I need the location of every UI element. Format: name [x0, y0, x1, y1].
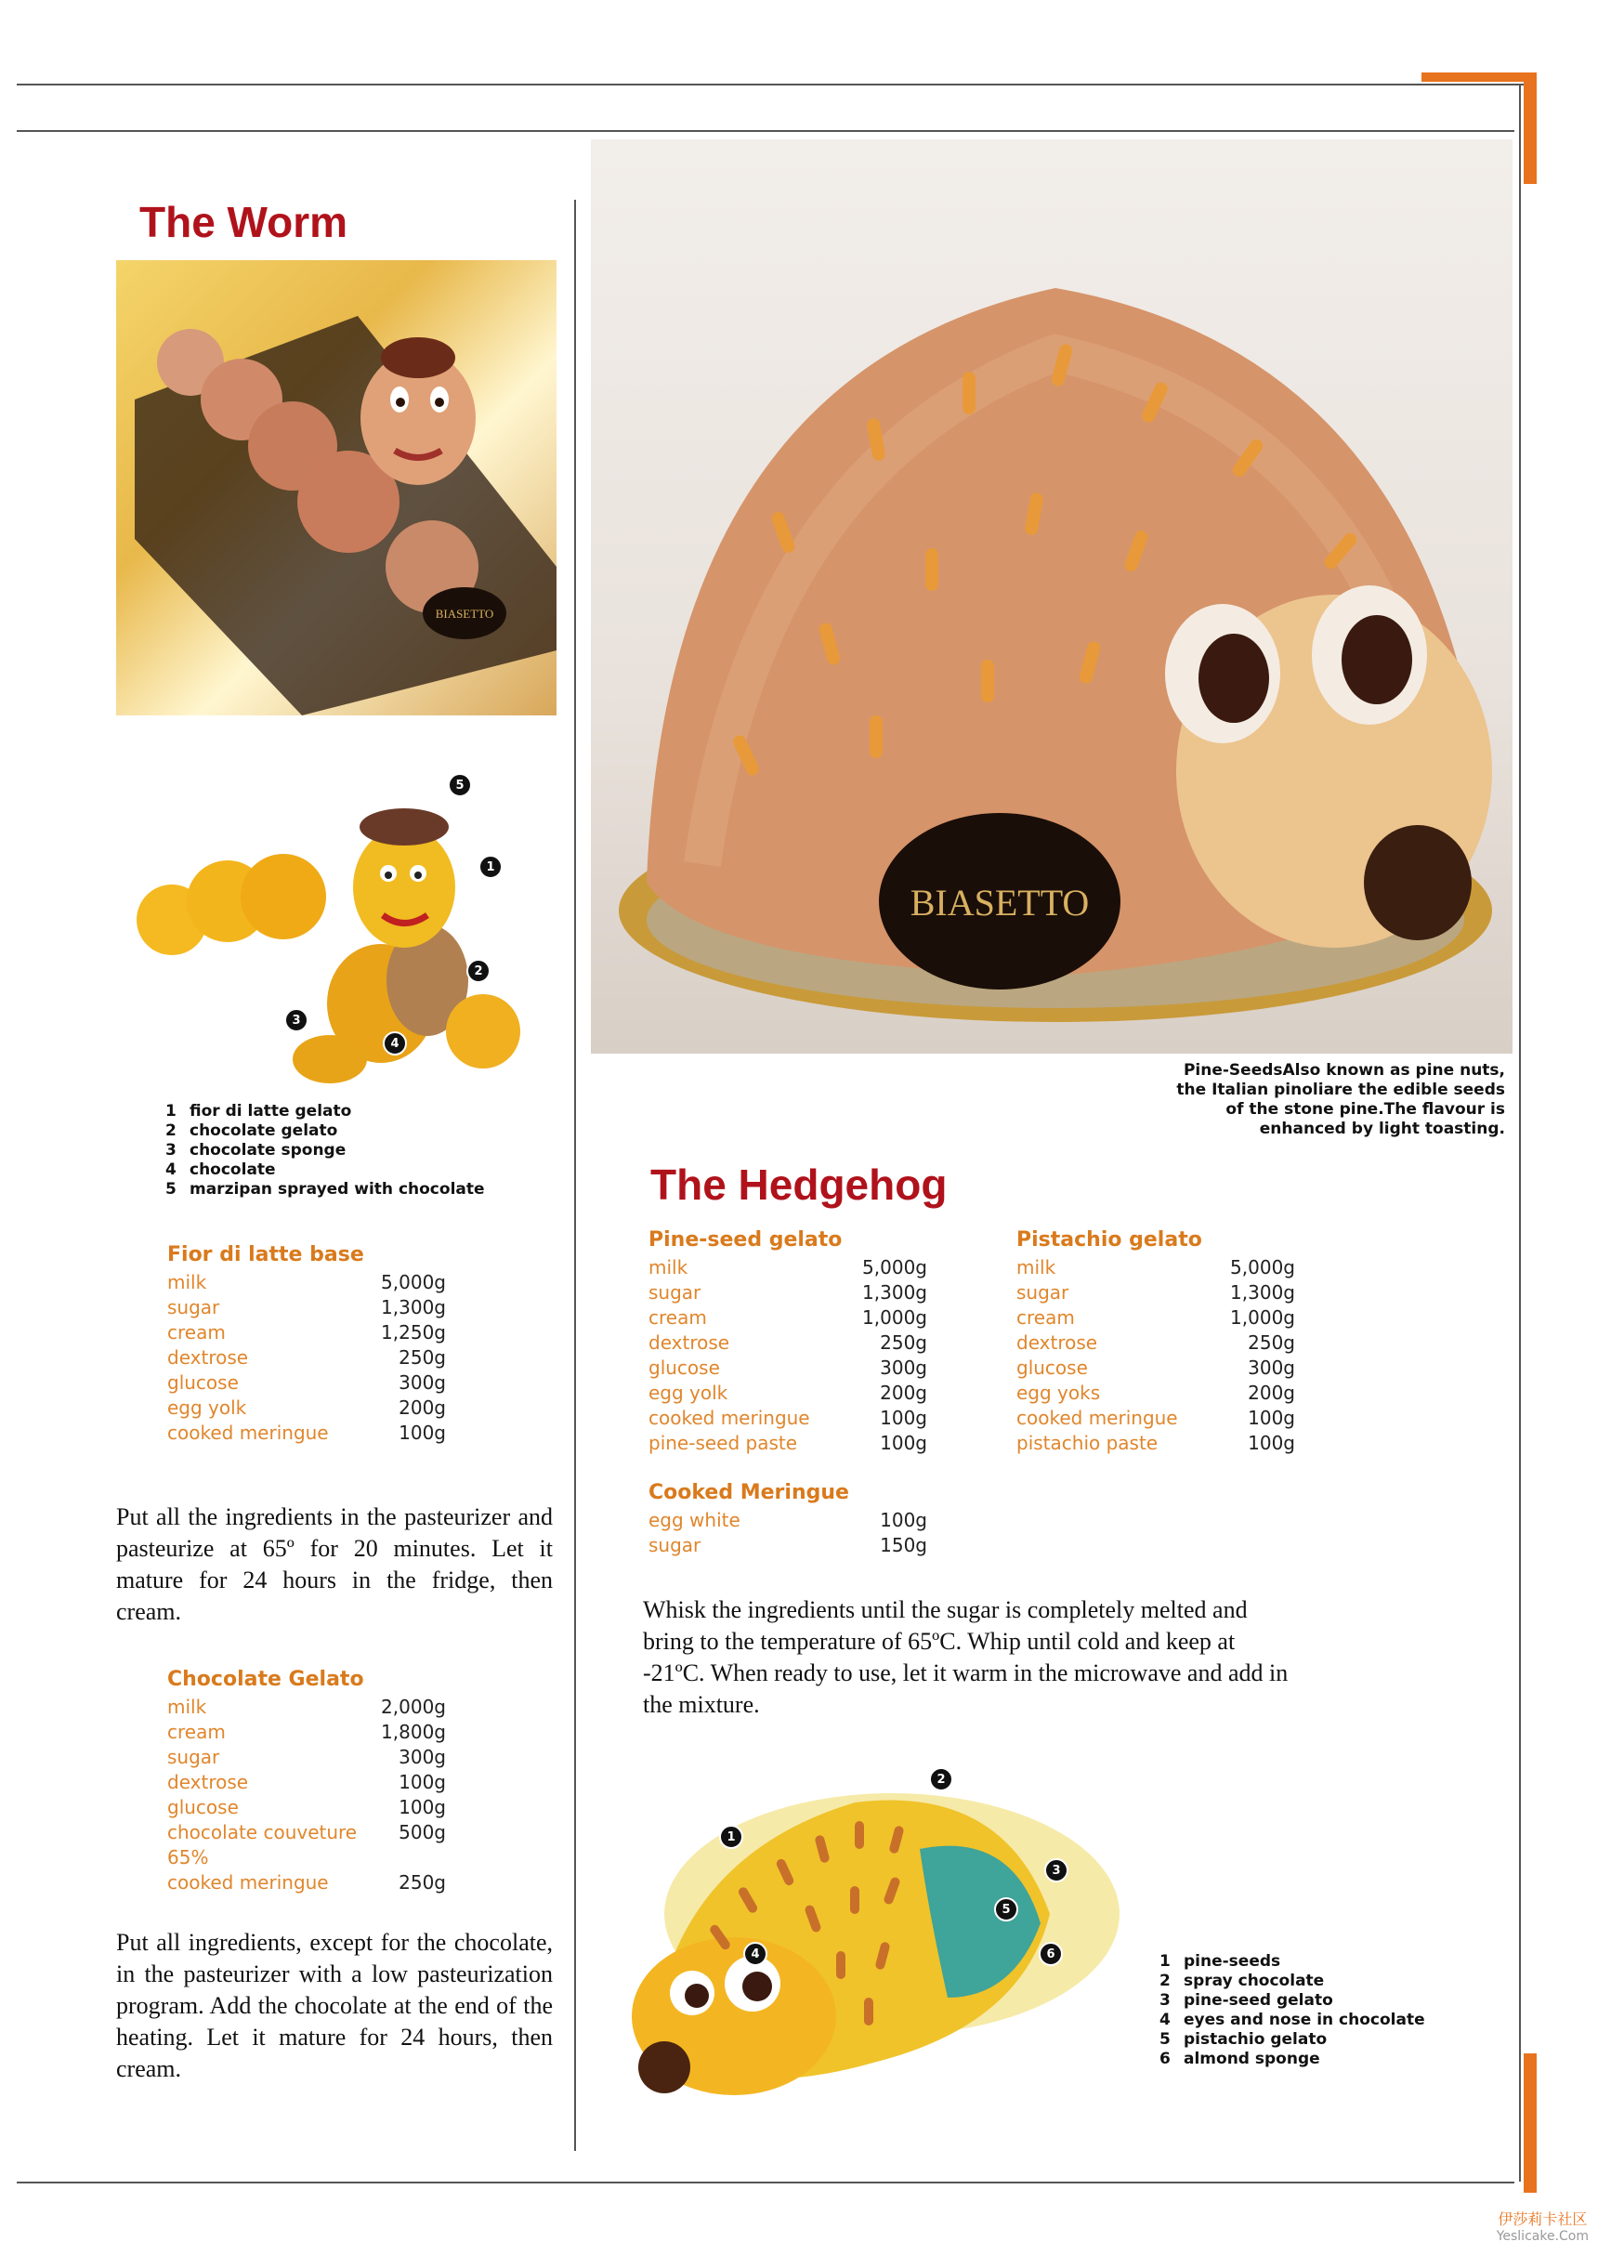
legend-item: 2 chocolate gelato — [165, 1121, 338, 1140]
hedgehog-badge-2: 2 — [929, 1767, 953, 1791]
recipe-row: glucose 300g — [167, 1371, 446, 1394]
recipe-row: chocolate couveture 65% 500g — [167, 1821, 446, 1868]
worm-badge-2: 2 — [466, 959, 491, 983]
pistachio-recipe — [1016, 1228, 1295, 1456]
worm-photo-art — [116, 260, 557, 715]
watermark-en: Yeslicake.Com — [1496, 2229, 1589, 2244]
recipe-heading: Chocolate Gelato — [167, 1668, 364, 1691]
recipe-row: cooked meringue 100g — [648, 1407, 927, 1429]
legend-item: 4 chocolate — [165, 1160, 276, 1179]
recipe-heading: Pistachio gelato — [1016, 1228, 1202, 1252]
recipe-row: cream 1,250g — [167, 1321, 446, 1344]
recipe-row: milk 2,000g — [167, 1696, 446, 1718]
hedgehog-instructions: Whisk the ingredients until the sugar is completely melted and bring to the temperature of 65ºC. Whip until cold and keep at -21ºC. When ready to use, let it warm in the microwave and add in the mixture. — [643, 1596, 1289, 1718]
recipe-row: pistachio paste 100g — [1016, 1432, 1295, 1454]
worm-title: The Worm — [139, 198, 348, 246]
chocolate-gelato-recipe — [167, 1668, 446, 1895]
worm-badge-5: 5 — [448, 773, 472, 797]
column-divider — [574, 200, 576, 2151]
legend-item: 1 fior di latte gelato — [165, 1102, 352, 1121]
recipe-row: pine-seed paste 100g — [648, 1432, 927, 1454]
orange-edge-top — [1524, 72, 1537, 184]
legend-item: 6 almond sponge — [1159, 2050, 1320, 2068]
legend-item: 2 spray chocolate — [1159, 1972, 1325, 1990]
worm-instructions-1: Put all the ingredients in the pasteurizer and pasteurize at 65º for 20 minutes. Let it mature for 24 hours in the fridge, then cream. — [116, 1503, 553, 1625]
worm-photo-logo: BIASETTO — [435, 607, 494, 621]
recipe-row: dextrose 250g — [167, 1346, 446, 1369]
recipe-row: milk 5,000g — [648, 1256, 927, 1278]
recipe-row: cooked meringue 250g — [167, 1871, 446, 1894]
hedgehog-photo-art — [591, 139, 1513, 1054]
worm-badge-3: 3 — [284, 1008, 308, 1032]
bottom-rule — [17, 2182, 1514, 2183]
hedgehog-badge-3: 3 — [1044, 1858, 1068, 1882]
worm-badge-4: 4 — [383, 1031, 407, 1055]
site-watermark — [1497, 2208, 1589, 2244]
worm-diagram — [121, 762, 567, 1096]
recipe-heading: Pine-seed gelato — [648, 1228, 843, 1252]
hedgehog-badge-6: 6 — [1039, 1942, 1063, 1966]
recipe-row: cream 1,000g — [1016, 1306, 1295, 1329]
orange-corner-top — [1421, 72, 1533, 82]
recipe-row: cream 1,800g — [167, 1721, 446, 1743]
orange-edge-bottom — [1524, 2053, 1537, 2193]
recipe-row: cooked meringue 100g — [167, 1422, 446, 1444]
recipe-row: glucose 300g — [648, 1357, 927, 1379]
recipe-row: egg yolk 200g — [648, 1382, 927, 1404]
recipe-row: sugar 150g — [648, 1534, 927, 1556]
recipe-row: cream 1,000g — [648, 1306, 927, 1329]
recipe-heading: Fior di latte base — [167, 1243, 364, 1266]
right-frame-rule — [1519, 84, 1521, 2182]
hedgehog-badge-1: 1 — [719, 1825, 743, 1849]
legend-item: 3 pine-seed gelato — [1159, 1991, 1333, 2010]
recipe-row: dextrose 100g — [167, 1771, 446, 1793]
worm-badge-1: 1 — [478, 855, 503, 879]
top-rule-1 — [17, 84, 1524, 85]
recipe-row: sugar 1,300g — [648, 1281, 927, 1304]
recipe-row: dextrose 250g — [648, 1331, 927, 1354]
hedgehog-title: The Hedgehog — [650, 1160, 948, 1209]
legend-item: 5 pistachio gelato — [1159, 2030, 1328, 2049]
recipe-row: dextrose 250g — [1016, 1331, 1295, 1354]
hedgehog-badge-4: 4 — [743, 1942, 767, 1966]
recipe-row: sugar 1,300g — [1016, 1281, 1295, 1304]
hedgehog-photo — [591, 139, 1513, 1054]
legend-item: 5 marzipan sprayed with chocolate — [165, 1180, 485, 1199]
recipe-heading: Cooked Meringue — [648, 1481, 849, 1504]
recipe-row: egg yolk 200g — [167, 1396, 446, 1419]
recipe-row: egg yoks 200g — [1016, 1382, 1295, 1404]
hedgehog-diagram — [613, 1747, 1124, 2128]
recipe-row: milk 5,000g — [167, 1271, 446, 1293]
pine-seeds-caption: Pine-SeedsAlso known as pine nuts, the Italian pinoliare the edible seeds of the stone pine.The flavour is enhanced by light toasting. — [1176, 1061, 1505, 1138]
legend-item: 1 pine-seeds — [1159, 1952, 1281, 1971]
worm-legend — [165, 1102, 485, 1200]
worm-photo — [116, 260, 557, 715]
top-rule-2 — [17, 130, 1514, 132]
hedgehog-diagram-art — [613, 1747, 1124, 2128]
recipe-row: sugar 1,300g — [167, 1296, 446, 1318]
legend-item: 4 eyes and nose in chocolate — [1159, 2011, 1425, 2029]
worm-diagram-art — [121, 762, 567, 1096]
hedgehog-legend — [1159, 1952, 1425, 2069]
hedgehog-badge-5: 5 — [994, 1897, 1018, 1921]
pine-seed-recipe — [648, 1228, 927, 1456]
recipe-row: glucose 300g — [1016, 1357, 1295, 1379]
worm-instructions-2: Put all ingredients, except for the chocolate, in the pasteurizer with a low pasteurization program. Add the chocolate at the end of the heating. Let it mature for 24 hours, then cream. — [116, 1929, 553, 2082]
watermark-cn: 伊莎莉卡社区 — [1498, 2210, 1588, 2228]
fior-di-latte-recipe — [167, 1243, 446, 1446]
recipe-row: milk 5,000g — [1016, 1256, 1295, 1278]
recipe-row: egg white 100g — [648, 1509, 927, 1531]
hedgehog-photo-logo: BIASETTO — [910, 882, 1090, 924]
recipe-row: cooked meringue 100g — [1016, 1407, 1295, 1429]
cooked-meringue-recipe — [648, 1481, 927, 1558]
recipe-row: glucose 100g — [167, 1796, 446, 1818]
legend-item: 3 chocolate sponge — [165, 1141, 347, 1160]
recipe-row: sugar 300g — [167, 1746, 446, 1768]
